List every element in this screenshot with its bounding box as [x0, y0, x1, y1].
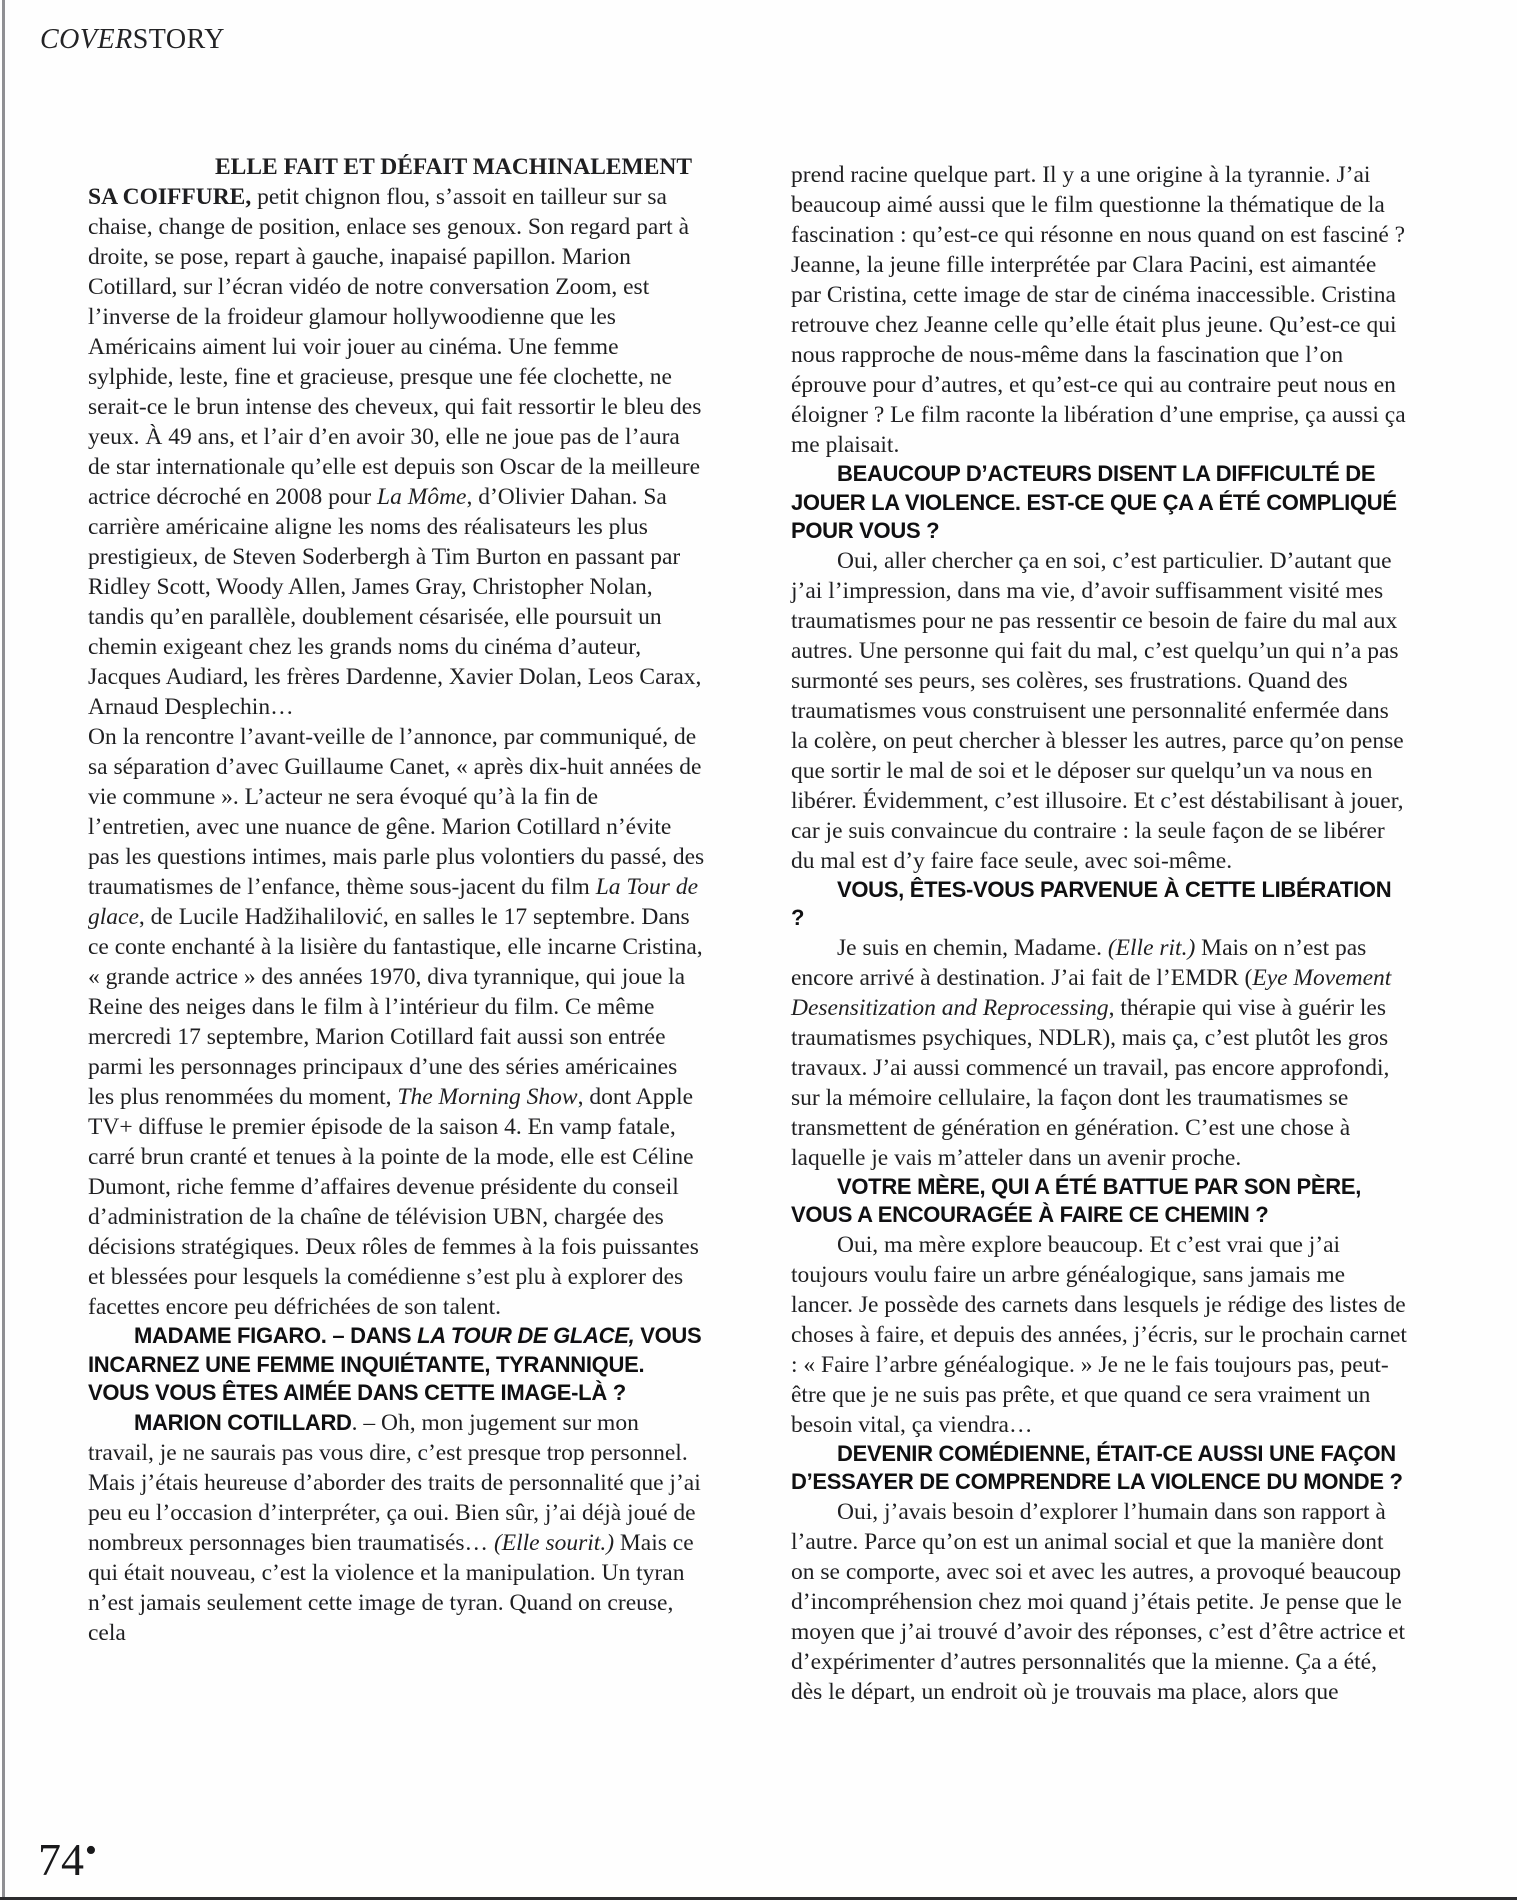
text-run: VOUS INCARNEZ UNE FEMME INQUIÉTANTE, TYRANNIQUE. VOUS VOUS ÊTES AIMÉE DANS CETTE IMAGE-LÀ ? — [88, 1323, 702, 1405]
page-left-border — [2, 0, 5, 1900]
page-footer — [38, 1833, 96, 1886]
text-run: , dont Apple TV+ diffuse le premier épisode de la saison 4. En vamp fatale, carré brun cranté et tenues à la pointe de la mode, elle est Céline Dumont, riche femme d’affaires devenue présidente du conseil d’administration de la chaîne de télévision UBN, chargée des décisions stratégiques. Deux rôles de femmes à la fois puissantes et blessées pour lesquels la comédienne s’est plu à explorer des facettes encore peu défrichées de son talent. — [88, 1084, 699, 1320]
text-run: MADAME FIGARO. – DANS — [134, 1323, 418, 1348]
text-run: BEAUCOUP D’ACTEURS DISENT LA DIFFICULTÉ DE JOUER LA VIOLENCE. EST-CE QUE ÇA A ÉTÉ COMPLIQUÉ POUR VOUS ? — [791, 461, 1397, 543]
text-run: La Tour de glace — [88, 874, 698, 930]
text-run: The Morning Show — [397, 1084, 578, 1110]
text-run: MARION COTILLARD — [134, 1409, 352, 1435]
body-paragraph — [791, 160, 1408, 460]
interview-answer — [88, 1408, 705, 1648]
interview-answer — [791, 1497, 1408, 1707]
lead-paragraph — [88, 152, 705, 722]
text-run: On la rencontre l’avant-veille de l’annonce, par communiqué, de sa séparation d’avec Guillaume Canet, « après dix-huit années de vie commune ». L’acteur ne sera évoqué qu’à la fin de l’entretien, avec une nuance de gêne. Marion Cotillard n’évite pas les questions intimes, mais parle plus volontiers du passé, des traumatismes de l’enfance, thème sous-jacent du film — [88, 724, 705, 900]
text-run: petit chignon flou, s’assoit en tailleur sur sa chaise, change de position, enlace ses genoux. Son regard part à droite, se pose, repart à gauche, inapaisé papillon. Marion Cotillard, sur l’écran vidéo de notre conversation Zoom, est l’inverse de la froideur glamour hollywoodienne que les Américains aiment lui voir jouer au cinéma. Une femme sylphide, leste, fine et gracieuse, presque une fée clochette, ne serait-ce le brun intense des cheveux, qui fait ressortir le bleu des yeux. À 49 ans, et l’air d’en avoir 30, elle ne joue pas de l’aura de star internationale qu’elle est depuis son Oscar de la meilleure actrice décroché en 2008 pour — [88, 184, 702, 510]
text-run: (Elle rit.) — [1107, 934, 1196, 961]
text-run: Oui, j’avais besoin d’explorer l’humain dans son rapport à l’autre. Parce qu’on est un animal social et que la manière dont on se comporte, avec soi et avec les autres, a provoqué beaucoup d’incompréhension chez moi quand j’étais petite. Je pense que le moyen que j’ai trouvé d’avoir des réponses, c’est d’être actrice et d’expérimenter d’autres personnalités que la mienne. Ça a été, dès le départ, un endroit où je trouvais ma place, alors que — [791, 1498, 1405, 1705]
article-column-2 — [791, 152, 1408, 1707]
text-run: Oui, ma mère explore beaucoup. Et c’est vrai que j’ai toujours voulu faire un arbre généalogique, sans jamais me lancer. Je possède des carnets dans lesquels je rédige des listes de choses à faire, et depuis des années, j’écris, sur le prochain carnet : « Faire l’arbre généalogique. » Je ne le fais toujours pas, peut-être que je ne suis pas prête, et que quand ce sera vraiment un besoin vital, ça viendra… — [791, 1231, 1407, 1438]
interview-answer — [791, 1230, 1408, 1440]
coverstory-label-cover: COVER — [40, 24, 133, 55]
text-run: Eye Movement Desensitization and Reprocessing — [791, 964, 1392, 1021]
text-run: ELLE FAIT ET DÉFAIT MACHINALEMENT SA COIFFURE, — [88, 154, 692, 210]
page-number-bullet: • — [85, 1832, 97, 1869]
coverstory-label-story: STORY — [132, 24, 225, 55]
text-run: . – Oh, mon jugement sur mon travail, je ne saurais pas vous dire, c’est presque trop personnel. Mais j’étais heureuse d’aborder des traits de personnalité que j’ai peu eu l’occasion d’interpréter, ça oui. Bien sûr, j’ai déjà joué de nombreux personnages bien traumatisés… — [88, 1409, 701, 1556]
page-number: 74 — [38, 1834, 84, 1885]
text-run: Oui, aller chercher ça en soi, c’est particulier. D’autant que j’ai l’impression, dans ma vie, d’avoir suffisamment visité mes traumatismes pour ne pas ressentir ce besoin de faire du mal aux autres. Une personne qui fait du mal, c’est quelqu’un qui n’a pas surmonté ses peurs, ses colères, ses frustrations. Quand des traumatismes vous construisent une personnalité enfermée dans la colère, on peut chercher à blesser les autres, parce qu’on pense que sortir le mal de soi et le déposer sur quelqu’un va nous en libérer. Évidemment, c’est illusoire. Et c’est déstabilisant à jouer, car je suis convaincue du contraire : la seule façon de se libérer du mal est d’y faire face seule, avec soi-même. — [791, 547, 1404, 874]
body-paragraph — [88, 722, 705, 1322]
text-run: VOUS, ÊTES-VOUS PARVENUE À CETTE LIBÉRATION ? — [791, 876, 1392, 930]
text-run: , thérapie qui vise à guérir les traumatismes psychiques, NDLR), mais ça, c’est plutôt les gros travaux. J’ai aussi commencé un travail, pas encore approfondi, sur la mémoire cellulaire, la façon dont les traumatismes se transmettent de génération en génération. C’est une chose à laquelle je vais m’atteler dans un avenir proche. — [791, 994, 1390, 1171]
text-run: , d’Olivier Dahan. Sa carrière américaine aligne les noms des réalisateurs les plus prestigieux, de Steven Soderbergh à Tim Burton en passant par Ridley Scott, Woody Allen, James Gray, Christopher Nolan, tandis qu’en parallèle, doublement césarisée, elle poursuit un chemin exigeant chez les grands noms du cinéma d’auteur, Jacques Audiard, les frères Dardenne, Xavier Dolan, Leos Carax, Arnaud Desplechin… — [88, 484, 702, 720]
interview-question — [791, 1440, 1408, 1497]
text-run: La Môme — [377, 484, 467, 510]
interview-answer — [791, 933, 1408, 1173]
text-run: VOTRE MÈRE, QUI A ÉTÉ BATTUE PAR SON PÈRE, VOUS A ENCOURAGÉE À FAIRE CE CHEMIN ? — [791, 1173, 1362, 1227]
article-column-1 — [88, 152, 705, 1707]
text-run: Mais on n’est pas encore arrivé à destination. J’ai fait de l’EMDR ( — [791, 934, 1367, 991]
text-run: , de Lucile Hadžihalilović, en salles le 17 septembre. Dans ce conte enchanté à la lisière du fantastique, elle incarne Cristina, « grande actrice » des années 1970, diva tyrannique, qui joue la Reine des neiges dans le film à l’intérieur du film. Ce même mercredi 17 septembre, Marion Cotillard fait aussi son entrée parmi les personnages principaux d’une des séries américaines les plus renommées du moment, — [88, 904, 703, 1110]
text-run: LA TOUR DE GLACE, — [417, 1323, 635, 1348]
interview-question — [791, 1173, 1408, 1230]
interview-answer — [791, 546, 1408, 876]
interview-question — [791, 876, 1408, 933]
article-body — [88, 152, 1408, 1707]
text-run: Mais ce qui était nouveau, c’est la violence et la manipulation. Un tyran n’est jamais seulement cette image de tyran. Quand on creuse, cela — [88, 1529, 694, 1646]
text-run: (Elle sourit.) — [493, 1529, 615, 1556]
interview-question — [88, 1322, 705, 1408]
text-run: DEVENIR COMÉDIENNE, ÉTAIT-CE AUSSI UNE FAÇON D’ESSAYER DE COMPRENDRE LA VIOLENCE DU MONDE ? — [791, 1440, 1403, 1494]
text-run: prend racine quelque part. Il y a une origine à la tyrannie. J’ai beaucoup aimé aussi que le film questionne la thématique de la fascination : qu’est-ce qui résonne en nous quand on est fasciné ? Jeanne, la jeune fille interprétée par Clara Pacini, est aimantée par Cristina, cette image de star de cinéma inaccessible. Cristina retrouve chez Jeanne celle qu’elle était plus jeune. Qu’est-ce qui nous rapproche de nous-même dans la fascination que l’on éprouve pour d’autres, et qu’est-ce qui au contraire peut nous en éloigner ? Le film raconte la libération d’une emprise, ça aussi ça me plaisait. — [791, 162, 1406, 458]
coverstory-header — [40, 24, 225, 56]
interview-question — [791, 460, 1408, 546]
text-run: Je suis en chemin, Madame. — [837, 934, 1108, 961]
